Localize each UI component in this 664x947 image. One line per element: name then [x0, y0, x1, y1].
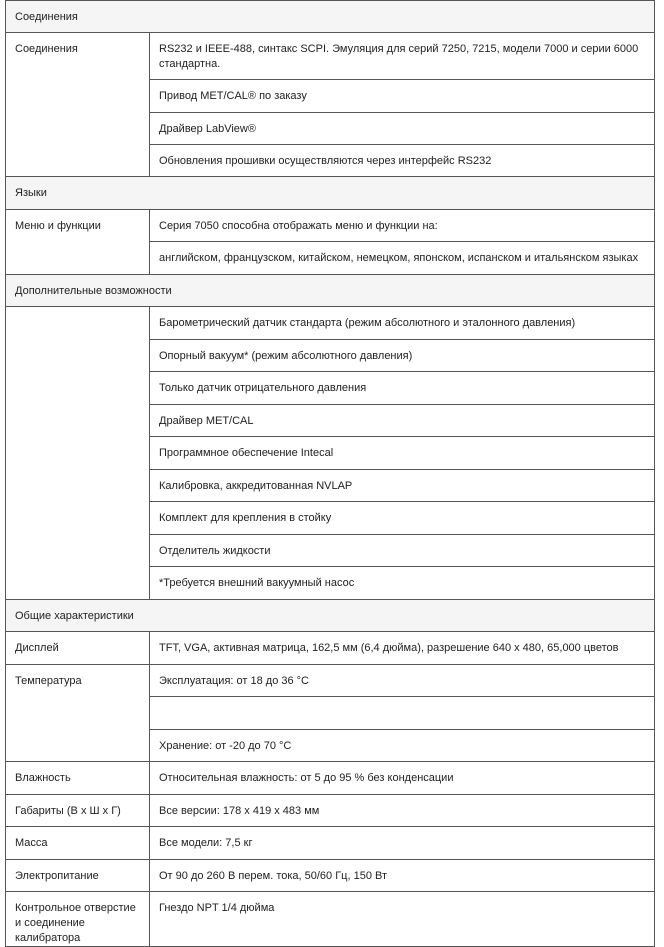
spec-row [6, 892, 655, 947]
spec-label: Контрольное отверстие и соединение калибратора [6, 892, 150, 947]
spec-label: Температура [6, 665, 150, 762]
spec-value: RS232 и IEEE-488, синтакс SCPI. Эмуляция для серий 7250, 7215, модели 7000 и серии 6000 стандартна. [150, 33, 655, 80]
spec-value [150, 697, 655, 730]
section-header-row [6, 600, 655, 632]
spec-value: Все модели: 7,5 кг [150, 827, 655, 860]
spec-row [6, 827, 655, 860]
spec-label: Меню и функции [6, 210, 150, 275]
spec-value: Барометрический датчик стандарта (режим абсолютного и эталонного давления) [150, 307, 655, 340]
spec-value: Отделитель жидкости [150, 535, 655, 567]
spec-value: английском, французском, китайском, немецком, японском, испанском и итальянском языках [150, 242, 655, 275]
spec-label: Соединения [6, 33, 150, 177]
spec-label: Влажность [6, 762, 150, 795]
section-title: Соединения [6, 1, 655, 33]
spec-label: Габариты (В x Ш x Г) [6, 795, 150, 827]
spec-label [6, 307, 150, 600]
spec-value: Комплект для крепления в стойку [150, 502, 655, 535]
spec-value: Опорный вакуум* (режим абсолютного давления) [150, 340, 655, 372]
spec-label: Масса [6, 827, 150, 860]
spec-value: Привод MET/CAL® по заказу [150, 80, 655, 113]
spec-value: Относительная влажность: от 5 до 95 % без конденсации [150, 762, 655, 795]
section-header-row [6, 275, 655, 307]
spec-row [6, 795, 655, 827]
spec-row [6, 33, 655, 80]
section-title: Языки [6, 177, 655, 210]
section-title: Дополнительные возможности [6, 275, 655, 307]
spec-value: От 90 до 260 В перем. тока, 50/60 Гц, 150 Вт [150, 860, 655, 892]
specifications-table [5, 0, 655, 947]
spec-value: Гнездо NPT 1/4 дюйма [150, 892, 655, 947]
spec-row [6, 762, 655, 795]
spec-value: Хранение: от -20 до 70 °C [150, 730, 655, 762]
spec-value: Драйвер LabView® [150, 113, 655, 145]
section-header-row [6, 1, 655, 33]
spec-label: Дисплей [6, 632, 150, 665]
spec-value: Обновления прошивки осуществляются через интерфейс RS232 [150, 145, 655, 177]
spec-row [6, 632, 655, 665]
spec-value: Калибровка, аккредитованная NVLAP [150, 470, 655, 502]
spec-value: Драйвер MET/CAL [150, 405, 655, 437]
section-header-row [6, 177, 655, 210]
spec-row [6, 307, 655, 340]
spec-value: Эксплуатация: от 18 до 36 °C [150, 665, 655, 697]
spec-value: Серия 7050 способна отображать меню и функции на: [150, 210, 655, 242]
spec-label: Электропитание [6, 860, 150, 892]
spec-value: Программное обеспечение Intecal [150, 437, 655, 470]
spec-value: Только датчик отрицательного давления [150, 372, 655, 405]
spec-value: Все версии: 178 x 419 x 483 мм [150, 795, 655, 827]
spec-row [6, 665, 655, 697]
spec-row [6, 860, 655, 892]
spec-value: *Требуется внешний вакуумный насос [150, 567, 655, 600]
section-title: Общие характеристики [6, 600, 655, 632]
spec-row [6, 210, 655, 242]
spec-value: TFT, VGA, активная матрица, 162,5 мм (6,4 дюйма), разрешение 640 x 480, 65,000 цветов [150, 632, 655, 665]
